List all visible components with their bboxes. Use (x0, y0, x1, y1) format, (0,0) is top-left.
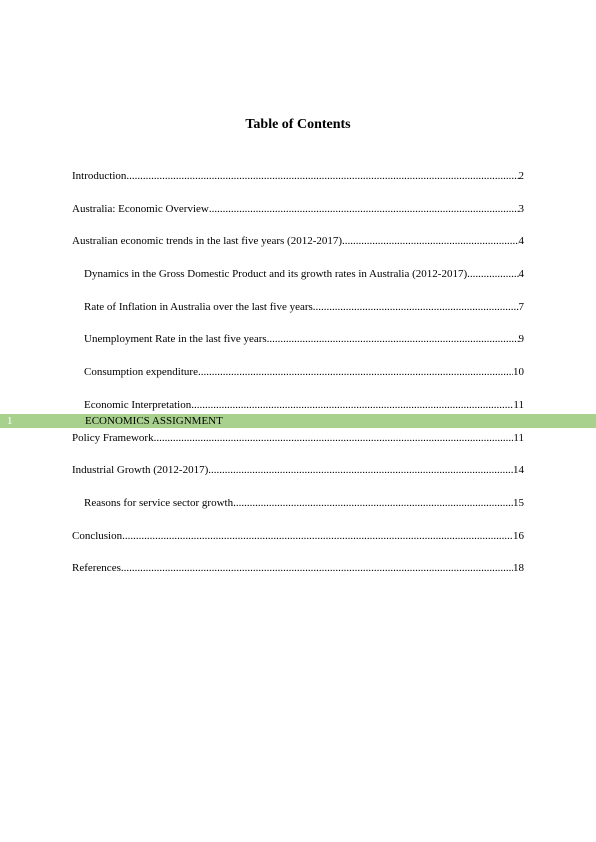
running-header-band (0, 414, 596, 428)
toc-entry-page: 3 (518, 202, 524, 215)
toc-entry-references[interactable] (72, 562, 524, 595)
toc-entry-label: References (72, 562, 121, 575)
dot-leader (198, 366, 513, 379)
toc-entry-page: 16 (513, 529, 524, 542)
toc-entry-introduction[interactable] (72, 170, 524, 203)
toc-entry-page: 10 (513, 366, 524, 379)
dot-leader (154, 432, 514, 445)
dot-leader (233, 497, 513, 510)
toc-entry-page: 4 (518, 235, 524, 248)
toc-entry-page: 2 (518, 170, 524, 182)
toc-entry-label: Reasons for service sector growth (84, 496, 234, 509)
dot-leader (126, 170, 518, 183)
toc-list (72, 170, 524, 595)
toc-entry-label: Industrial Growth (2012-2017) (72, 464, 209, 477)
toc-entry-label: Conclusion (72, 529, 123, 542)
dot-leader (122, 530, 513, 543)
toc-entry-page: 11 (513, 431, 524, 444)
dot-leader (467, 268, 518, 281)
dot-leader (313, 301, 519, 314)
toc-entry-consumption[interactable] (72, 366, 524, 399)
toc-entry-label: Australian economic trends in the last five years (2012-2017) (72, 235, 343, 248)
toc-entry-label: Consumption expenditure (84, 366, 198, 379)
toc-entry-industrial-growth[interactable] (72, 464, 524, 497)
toc-entry-label: Introduction (72, 170, 127, 182)
toc-title: Table of Contents (245, 117, 351, 132)
header-title: ECONOMICS ASSIGNMENT (85, 415, 223, 427)
toc-entry-service-sector[interactable] (72, 497, 524, 530)
toc-entry-policy-framework[interactable] (72, 432, 524, 465)
toc-entry-gdp-dynamics[interactable] (72, 268, 524, 301)
toc-entry-inflation[interactable] (72, 301, 524, 334)
dot-leader (209, 203, 519, 216)
toc-entry-label: Australia: Economic Overview (72, 202, 209, 215)
toc-entry-unemployment[interactable] (72, 333, 524, 366)
toc-entry-conclusion[interactable] (72, 530, 524, 563)
toc-entry-label: Rate of Inflation in Australia over the last five years (84, 300, 313, 313)
toc-entry-label: Economic Interpretation (84, 398, 192, 411)
toc-entry-page: 4 (518, 268, 524, 281)
toc-entry-label: Dynamics in the Gross Domestic Product and its growth rates in Australia (2012-2017) (84, 268, 468, 281)
toc-entry-page: 15 (513, 496, 524, 509)
dot-leader (267, 333, 519, 346)
toc-entry-economic-overview[interactable] (72, 203, 524, 236)
toc-entry-page: 14 (513, 464, 524, 477)
dot-leader (342, 235, 518, 248)
dot-leader (208, 464, 513, 477)
toc-entry-economic-trends[interactable] (72, 235, 524, 268)
toc-entry-label: Policy Framework (72, 431, 154, 444)
toc-entry-page: 18 (513, 562, 524, 575)
toc-entry-page: 11 (513, 398, 524, 411)
toc-entry-page: 7 (518, 300, 524, 313)
header-page-number: 1 (7, 415, 13, 427)
toc-entry-page: 9 (518, 333, 524, 346)
dot-leader (191, 399, 513, 412)
dot-leader (121, 562, 513, 575)
toc-entry-label: Unemployment Rate in the last five years (84, 333, 267, 346)
